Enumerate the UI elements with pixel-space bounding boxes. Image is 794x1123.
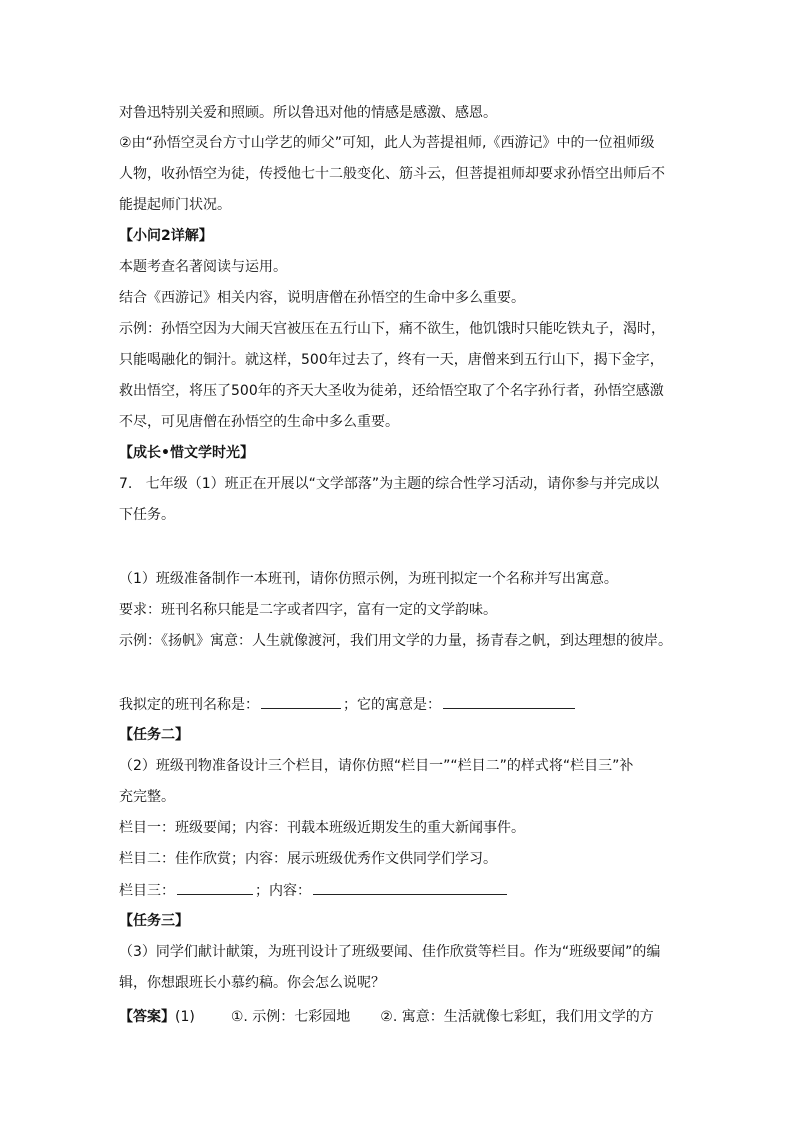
- section-heading: 【小问2详解】: [119, 228, 213, 244]
- text-line: （1）班级准备制作一本班刊，请你仿照示例，为班刊拟定一个名称并写出寓意。: [119, 571, 618, 587]
- prompt-label: ；它的寓意是：: [343, 697, 441, 713]
- prompt-label: 我拟定的班刊名称是：: [119, 697, 259, 713]
- text-line: 对鲁迅特别关爱和照顾。所以鲁迅对他的情感是感激、感恩。: [119, 105, 497, 121]
- text-line: 只能喝融化的铜汁。就这样，500年过去了，终有一天，唐僧来到五行山下，揭下金字，: [119, 352, 664, 368]
- fill-in-line: [119, 695, 577, 714]
- section-heading: 【任务二】: [119, 727, 189, 743]
- text-line: ②由“孙悟空灵台方寸山学艺的师父”可知，此人为菩提祖师,《西游记》中的一位祖师级: [119, 135, 655, 151]
- column-name-blank[interactable]: [177, 881, 253, 895]
- text-line: 本题考查名著阅读与运用。: [119, 259, 287, 275]
- text-line: 充完整。: [119, 789, 175, 805]
- answer-line: [119, 1008, 654, 1026]
- answer-label: 【答案】: [119, 1009, 175, 1025]
- column-content-blank[interactable]: [313, 881, 507, 895]
- text-line: 栏目二：佳作欣赏；内容：展示班级优秀作文供同学们学习。: [119, 851, 497, 867]
- meaning-blank[interactable]: [443, 695, 575, 709]
- answer-part: (1): [175, 1009, 195, 1025]
- section-heading: 【任务三】: [119, 913, 189, 929]
- text-line: 不尽，可见唐僧在孙悟空的生命中多么重要。: [119, 414, 399, 430]
- text-line: 结合《西游记》相关内容，说明唐僧在孙悟空的生命中多么重要。: [119, 290, 525, 306]
- prompt-label: ；内容：: [255, 883, 311, 899]
- text-line: 人物，收孙悟空为徒，传授他七十二般变化、筋斗云，但菩提祖师却要求孙悟空出师后不: [119, 166, 665, 182]
- answer-part: ①. 示例：七彩园地: [230, 1009, 351, 1025]
- text-line: 辑，你想跟班长小慕约稿。你会怎么说呢？: [119, 975, 385, 991]
- text-line: 救出悟空，将压了500年的齐天大圣收为徒弟，还给悟空取了个名字孙行者，孙悟空感激: [119, 383, 664, 399]
- prompt-label: 栏目三：: [119, 883, 175, 899]
- text-line: 要求：班刊名称只能是二字或者四字，富有一定的文学韵味。: [119, 602, 497, 618]
- question-7: 7. 七年级（1）班正在开展以“文学部落”为主题的综合性学习活动，请你参与并完成以: [119, 476, 660, 492]
- fill-in-line: [119, 881, 509, 900]
- name-blank[interactable]: [261, 695, 341, 709]
- text-line: 下任务。: [119, 507, 175, 523]
- answer-part: ②. 寓意：生活就像七彩虹，我们用文学的方: [380, 1009, 654, 1025]
- text-line: 示例：《扬帆》寓意：人生就像渡河，我们用文学的力量，扬青春之帆，到达理想的彼岸。: [119, 633, 672, 649]
- text-line: （2）班级刊物准备设计三个栏目，请你仿照“栏目一”“栏目二”的样式将“栏目三”补: [119, 758, 634, 774]
- text-line: 能提起师门状况。: [119, 197, 231, 213]
- text-line: 栏目一：班级要闻；内容：刊载本班级近期发生的重大新闻事件。: [119, 820, 525, 836]
- text-line: （3）同学们献计献策，为班刊设计了班级要闻、佳作欣赏等栏目。作为“班级要闻”的编: [119, 944, 661, 960]
- text-line: 示例：孙悟空因为大闹天宫被压在五行山下，痛不欲生，他饥饿时只能吃铁丸子，渴时，: [119, 321, 665, 337]
- section-heading: 【成长•惜文学时光】: [119, 445, 254, 461]
